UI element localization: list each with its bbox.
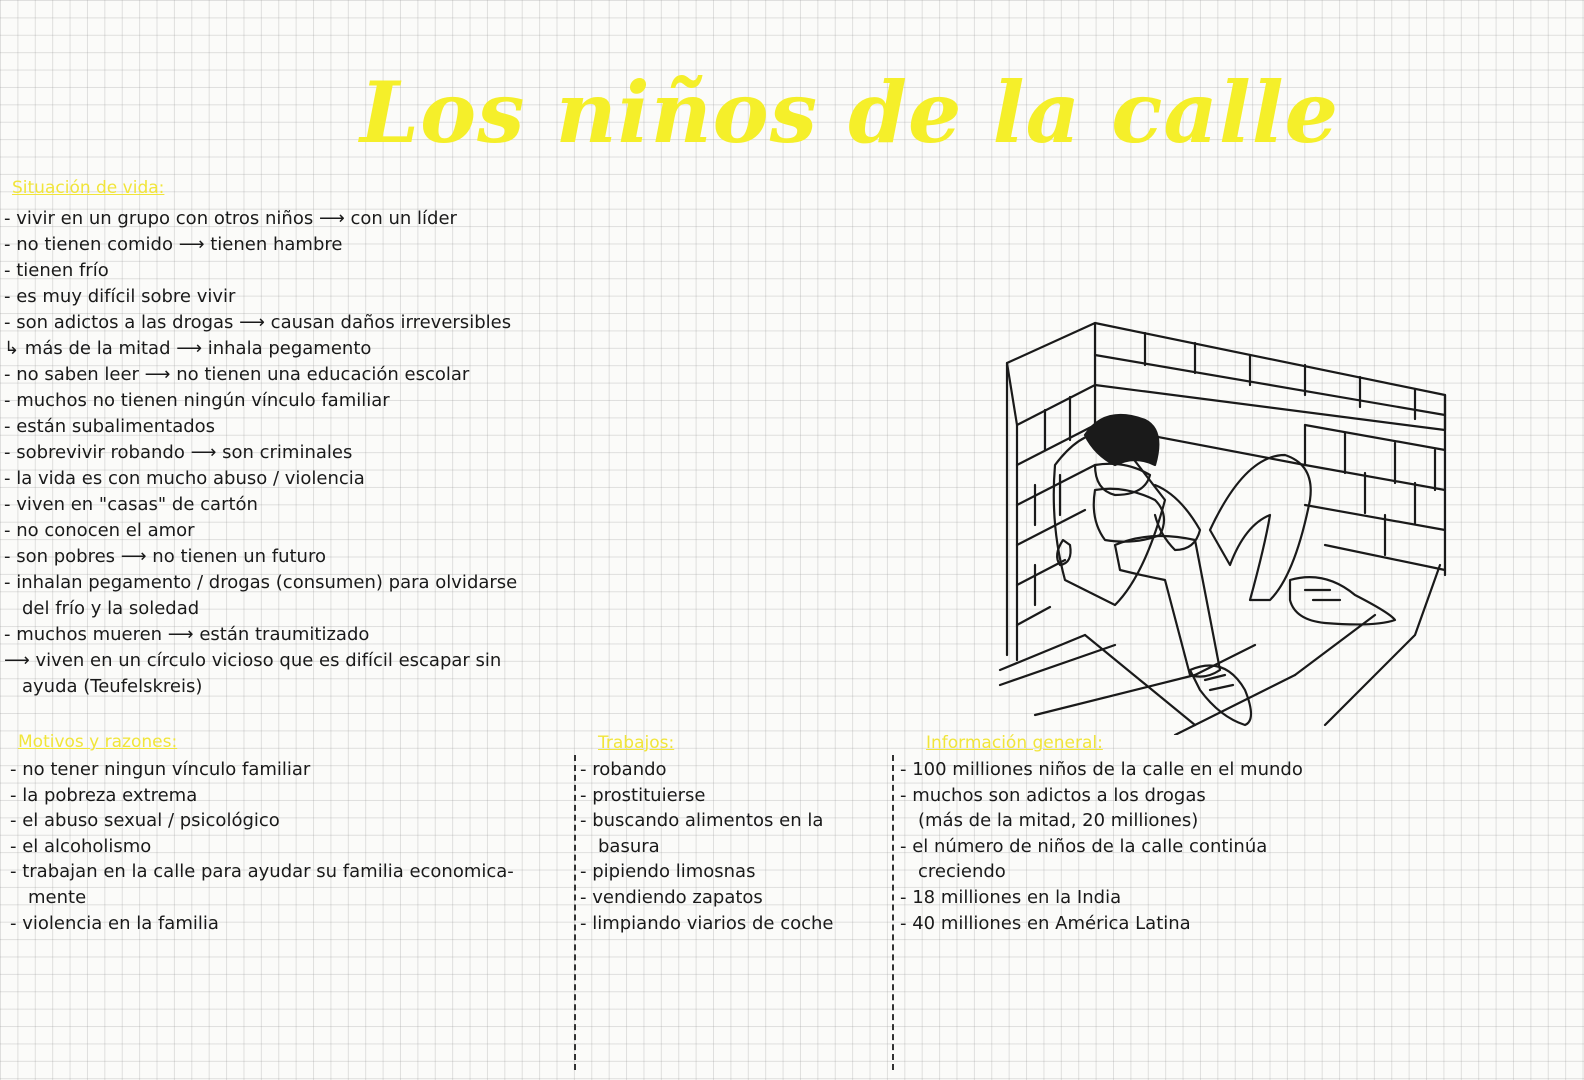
informacion-item: - 40 milliones en América Latina xyxy=(900,912,1191,934)
situacion-item: - no conocen el amor xyxy=(4,520,195,541)
situacion-item: - no tienen comido ⟶ tienen hambre xyxy=(4,234,343,255)
situacion-item: - muchos no tienen ningún vínculo familiar xyxy=(4,390,390,411)
situacion-heading: Situación de vida: xyxy=(12,178,165,198)
situacion-item: - la vida es con mucho abuso / violencia xyxy=(4,468,365,489)
situacion-item: - son pobres ⟶ no tienen un futuro xyxy=(4,546,326,567)
situacion-item: - muchos mueren ⟶ están traumitizado xyxy=(4,624,370,645)
column-divider-left xyxy=(574,755,576,1070)
sleeping-child-illustration xyxy=(995,315,1460,735)
trabajos-item: - pipiendo limosnas xyxy=(580,861,756,883)
informacion-list xyxy=(900,757,1303,936)
motivos-list xyxy=(10,757,514,936)
situacion-list xyxy=(4,206,517,700)
motivos-item: - la pobreza extrema xyxy=(10,784,198,806)
situacion-item: - es muy difícil sobre vivir xyxy=(4,286,236,307)
informacion-item: - el número de niños de la calle continúa xyxy=(900,835,1268,857)
situacion-item: del frío y la soledad xyxy=(22,598,200,619)
page-title: Los niños de la calle xyxy=(360,63,1340,162)
trabajos-item: - prostituierse xyxy=(580,784,706,806)
situacion-item: - inhalan pegamento / drogas (consumen) para olvidarse xyxy=(4,572,518,593)
trabajos-list xyxy=(580,757,834,936)
trabajos-item: - buscando alimentos en la xyxy=(580,810,824,832)
situacion-item: - son adictos a las drogas ⟶ causan daños irreversibles xyxy=(4,312,512,333)
motivos-item: mente xyxy=(28,886,87,908)
informacion-item: - 18 milliones en la India xyxy=(900,886,1122,908)
trabajos-heading: Trabajos: xyxy=(598,733,675,753)
motivos-item: - no tener ningun vínculo familiar xyxy=(10,759,311,780)
trabajos-item: - robando xyxy=(580,759,667,780)
trabajos-item: - vendiendo zapatos xyxy=(580,886,763,908)
informacion-item: creciendo xyxy=(918,861,1006,883)
situacion-item: - sobrevivir robando ⟶ son criminales xyxy=(4,442,353,463)
motivos-item: - el alcoholismo xyxy=(10,835,152,857)
informacion-heading: Información general: xyxy=(926,733,1103,753)
situacion-item: - viven en "casas" de cartón xyxy=(4,494,258,515)
situacion-item: ayuda (Teufelskreis) xyxy=(22,676,203,697)
motivos-item: - violencia en la familia xyxy=(10,912,219,934)
informacion-item: (más de la mitad, 20 milliones) xyxy=(918,810,1199,832)
situacion-item: - no saben leer ⟶ no tienen una educación escolar xyxy=(4,364,470,385)
motivos-item: - trabajan en la calle para ayudar su familia economica- xyxy=(10,861,514,883)
trabajos-item: basura xyxy=(598,835,660,857)
motivos-heading: Motivos y razones: xyxy=(18,732,178,752)
motivos-item: - el abuso sexual / psicológico xyxy=(10,810,280,832)
column-divider-right xyxy=(892,755,894,1070)
informacion-item: - muchos son adictos a los drogas xyxy=(900,784,1206,806)
situacion-item: - tienen frío xyxy=(4,260,109,281)
situacion-item: - vivir en un grupo con otros niños ⟶ con un líder xyxy=(4,208,457,229)
situacion-item: ↳ más de la mitad ⟶ inhala pegamento xyxy=(4,338,372,359)
situacion-item: - están subalimentados xyxy=(4,416,216,437)
situacion-item: ⟶ viven en un círculo vicioso que es difícil escapar sin xyxy=(4,650,502,671)
informacion-item: - 100 milliones niños de la calle en el mundo xyxy=(900,759,1303,780)
trabajos-item: - limpiando viarios de coche xyxy=(580,912,834,934)
